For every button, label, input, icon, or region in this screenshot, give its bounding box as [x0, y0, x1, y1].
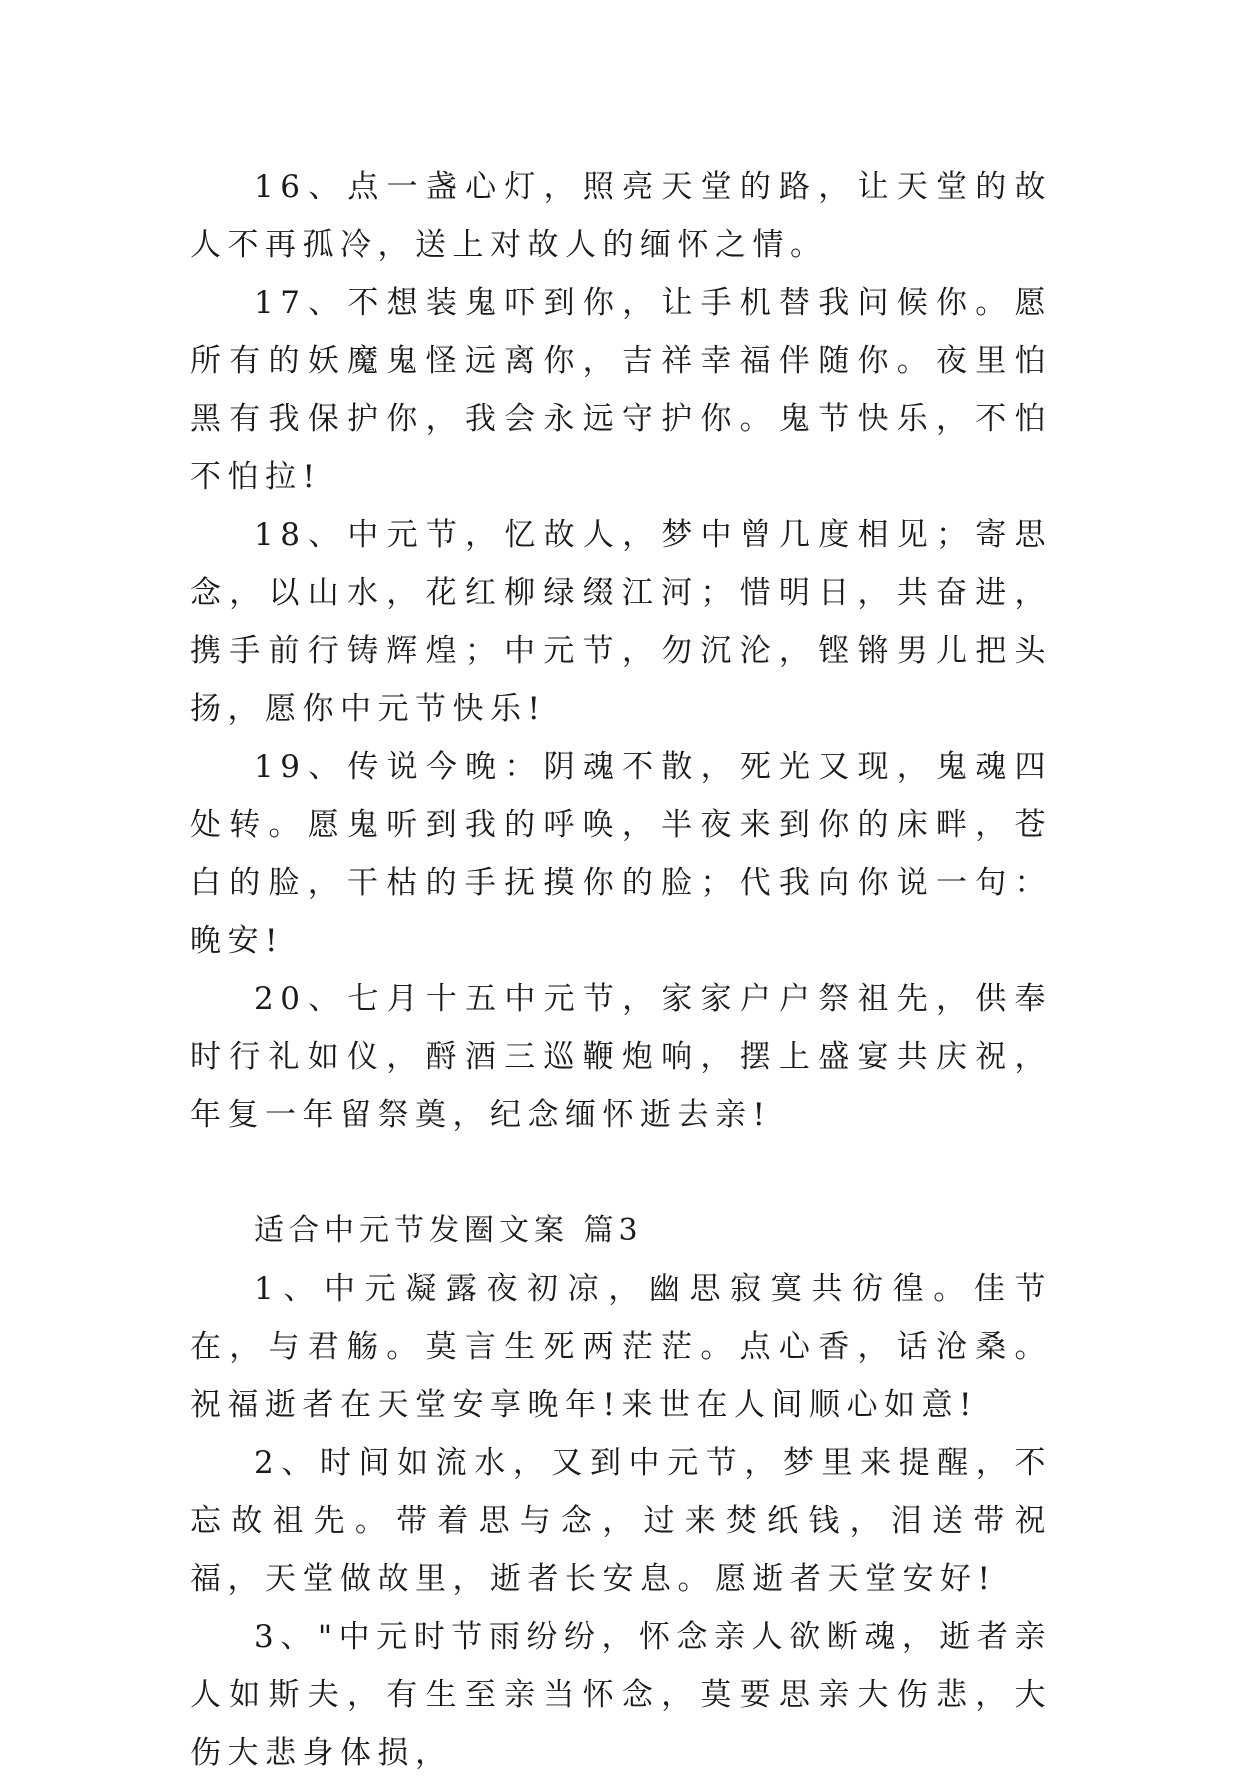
section-heading: 适合中元节发圈文案 篇3: [254, 1213, 643, 1248]
paragraph-18: 18、中元节，忆故人，梦中曾几度相见；寄思念，以山水，花红柳绿缀江河；惜明日，共奋进，携手前行铸辉煌；中元节，勿沉沦，铿锵男儿把头扬，愿你中元节快乐!: [190, 517, 1052, 727]
paragraph-16: 16、点一盏心灯，照亮天堂的路，让天堂的故人不再孤冷，送上对故人的缅怀之情。: [190, 169, 1052, 263]
section-paragraph-2: 2、时间如流水，又到中元节，梦里来提醒，不忘故祖先。带着思与念，过来焚纸钱，泪送带祝福，天堂做故里，逝者长安息。愿逝者天堂安好!: [190, 1445, 1052, 1597]
document-body: [190, 158, 1052, 1782]
paragraph-20: 20、七月十五中元节，家家户户祭祖先，供奉时行礼如仪，酹酒三巡鞭炮响，摆上盛宴共庆祝，年复一年留祭奠，纪念缅怀逝去亲!: [190, 981, 1052, 1133]
paragraph-17: 17、不想装鬼吓到你，让手机替我问候你。愿所有的妖魔鬼怪远离你，吉祥幸福伴随你。夜里怕黑有我保护你，我会永远守护你。鬼节快乐，不怕不怕拉!: [190, 285, 1052, 495]
section-paragraph-1: 1、中元凝露夜初凉，幽思寂寞共彷徨。佳节在，与君觞。莫言生死两茫茫。点心香，话沧桑。祝福逝者在天堂安享晚年!来世在人间顺心如意!: [190, 1271, 1052, 1423]
section-paragraph-3: 3、"中元时节雨纷纷，怀念亲人欲断魂，逝者亲人如斯夫，有生至亲当怀念，莫要思亲大伤悲，大伤大悲身体损，: [190, 1619, 1052, 1771]
paragraph-19: 19、传说今晚：阴魂不散，死光又现，鬼魂四处转。愿鬼听到我的呼唤，半夜来到你的床畔，苍白的脸，干枯的手抚摸你的脸；代我向你说一句：晚安!: [190, 749, 1052, 959]
